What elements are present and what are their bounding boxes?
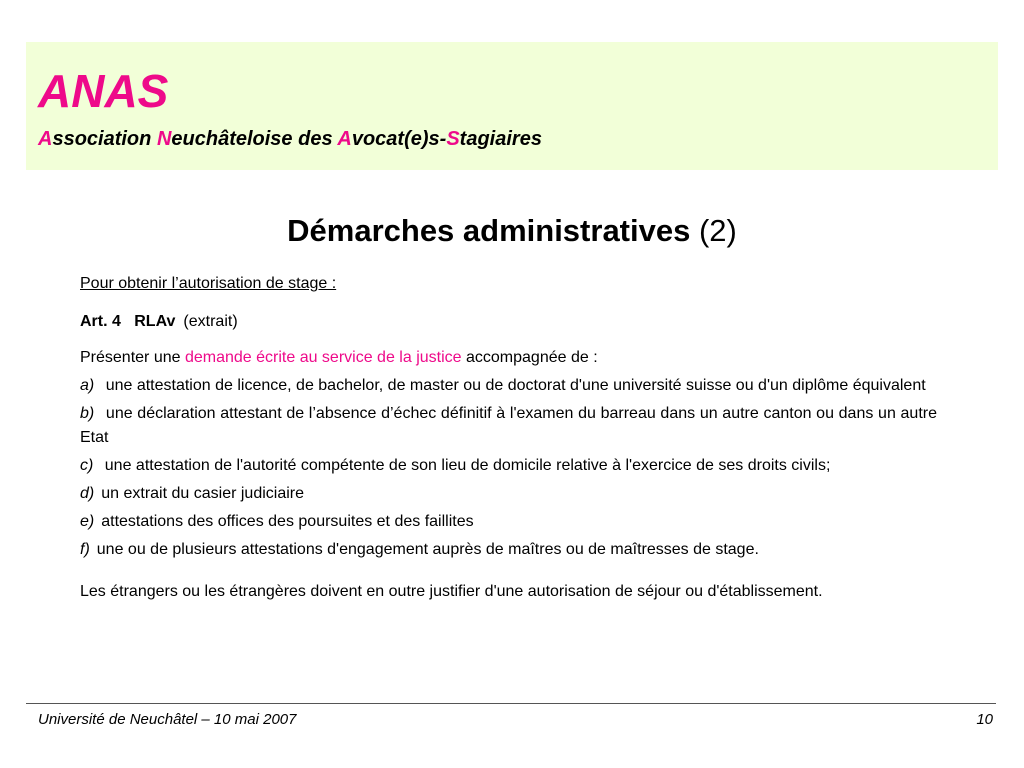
org-initial: S [446, 128, 460, 150]
org-acronym: ANAS [38, 65, 169, 117]
intro-after: accompagnée de : [461, 349, 598, 366]
list-item [80, 482, 937, 506]
item-letter: b) [80, 405, 95, 422]
page-number: 10 [976, 711, 993, 728]
item-text: une attestation de l'autorité compétente de son lieu de domicile relative à l'exercice de ses droits civils; [104, 457, 831, 474]
subheading: Pour obtenir l’autorisation de stage : [80, 275, 337, 292]
requirements-list [80, 374, 937, 562]
org-word: euchâteloise des [171, 128, 338, 150]
item-letter: c) [80, 457, 94, 474]
org-fullname [38, 128, 542, 150]
item-text: une déclaration attestant de l’absence d’échec définitif à l'examen du barreau dans un autre canton ou dans un autre Etat [80, 405, 937, 446]
list-item [80, 510, 937, 534]
article-note: (extrait) [183, 313, 238, 330]
intro-text [80, 346, 937, 370]
org-initial: A [337, 128, 352, 150]
list-item [80, 402, 937, 450]
item-letter: e) [80, 513, 95, 530]
list-item [80, 374, 937, 398]
slide-title-main: Démarches administratives [287, 213, 691, 248]
list-item [80, 454, 937, 478]
article-reference: Art. 4 RLAv [80, 313, 176, 330]
slide-title [0, 214, 1024, 248]
item-text: un extrait du casier judiciaire [101, 485, 304, 502]
org-initial: N [156, 128, 172, 150]
intro-before: Présenter une [80, 349, 185, 366]
footer-divider [26, 703, 996, 704]
org-word: ssociation [52, 128, 157, 150]
list-item [80, 538, 937, 562]
item-letter: f) [80, 541, 90, 558]
article-reference-line [80, 310, 937, 334]
intro-highlight: demande écrite au service de la justice [184, 349, 462, 366]
footer-source: Université de Neuchâtel – 10 mai 2007 [38, 711, 297, 728]
closing-paragraph: Les étrangers ou les étrangères doivent en outre justifier d'une autorisation de séjour ou d'établissement. [80, 583, 823, 600]
item-text: attestations des offices des poursuites et des faillites [101, 513, 474, 530]
header-banner [26, 42, 998, 170]
item-text: une ou de plusieurs attestations d'engagement auprès de maîtres ou de maîtresses de stage. [96, 541, 759, 558]
item-letter: d) [80, 485, 95, 502]
slide-title-number: (2) [698, 213, 737, 248]
org-initial: A [38, 128, 53, 150]
org-word: tagiaires [459, 128, 542, 150]
item-text: une attestation de licence, de bachelor, de master ou de doctorat d'une université suisse ou d'un diplôme équivalent [105, 377, 926, 394]
slide-content [80, 272, 937, 604]
item-letter: a) [80, 377, 95, 394]
org-word: vocat(e)s- [351, 128, 447, 150]
